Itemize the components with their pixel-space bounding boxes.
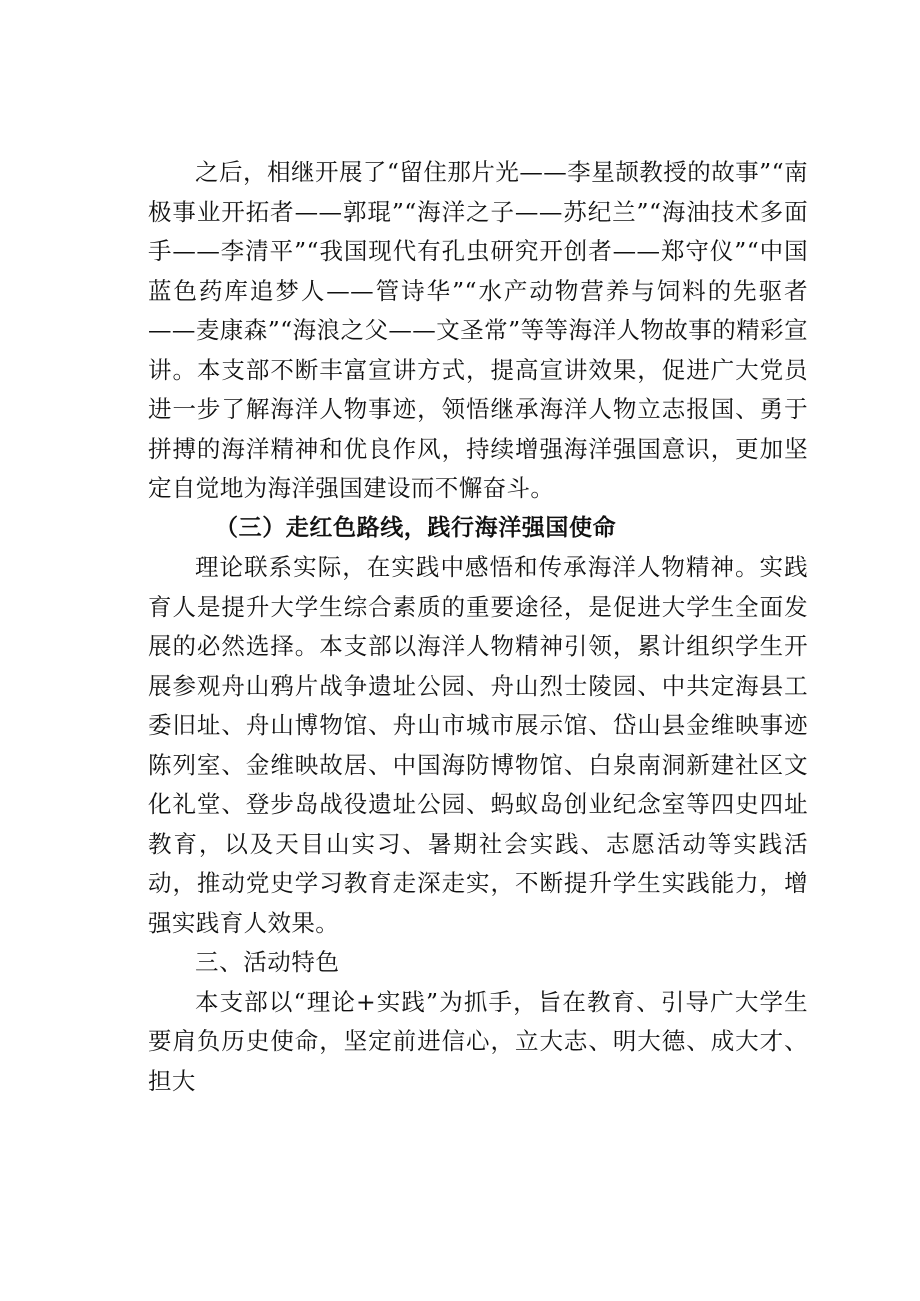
body-paragraph: 之后，相继开展了“留住那片光——李星颉教授的故事”“南极事业开拓者——郭琨”“海洋之子——苏纪兰”“海油技术多面手——李清平”“我国现代有孔虫研究开创者——郑守仪”“中国蓝色药库追梦人——管诗华”“水产动物营养与饲料的先驱者——麦康森”“海浪之父——文圣常”等等海洋人物故事的精彩宣讲。本支部不断丰富宣讲方式，提高宣讲效果，促进广大党员进一步了解海洋人物事迹，领悟继承海洋人物立志报国、勇于拼搏的海洋精神和优良作风，持续增强海洋强国意识，更加坚定自觉地为海洋强国建设而不懈奋斗。 (148, 158, 808, 502)
body-paragraph: 理论联系实际，在实践中感悟和传承海洋人物精神。实践育人是提升大学生综合素质的重要途径，是促进大学生全面发展的必然选择。本支部以海洋人物精神引领，累计组织学生开展参观舟山鸦片战争遗址公园、舟山烈士陵园、中共定海县工委旧址、舟山博物馆、舟山市城市展示馆、岱山县金维映事迹陈列室、金维映故居、中国海防博物馆、白泉南洞新建社区文化礼堂、登步岛战役遗址公园、蚂蚁岛创业纪念室等四史四址教育，以及天目山实习、暑期社会实践、志愿活动等实践活动，推动党史学习教育走深走实，不断提升学生实践能力，增强实践育人效果。 (148, 553, 808, 937)
section-heading: （三）走红色路线，践行海洋强国使命 (215, 514, 617, 541)
chapter-heading: 三、活动特色 (195, 948, 340, 976)
document-body (148, 153, 808, 1101)
body-paragraph: 本支部以“理论+实践”为抓手，旨在教育、引导广大学生要肩负历史使命，坚定前进信心，立大志、明大德、成大才、担大 (148, 987, 808, 1095)
